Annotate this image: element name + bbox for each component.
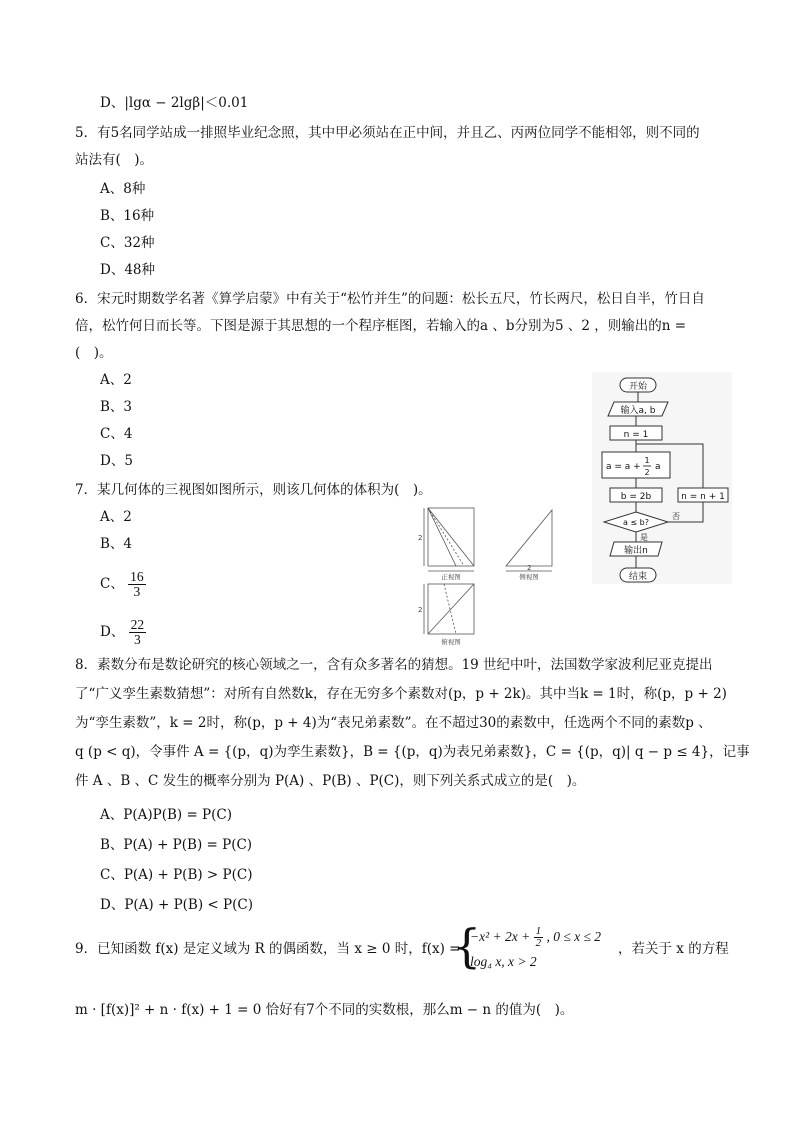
q7-option-d-num: 22	[130, 617, 145, 632]
q5-option-d: D、48种	[100, 262, 156, 278]
q9-case1-num: 1	[535, 925, 542, 938]
flow-no-label: 否	[672, 512, 680, 521]
flow-start-text: 开始	[628, 382, 648, 392]
flow-input-text: 输入a, b	[620, 406, 656, 416]
q5-option-b: B、16种	[100, 208, 155, 224]
q7-option-a: A、2	[100, 509, 132, 525]
flow-yes-label: 是	[640, 533, 648, 542]
q6-option-a: A、2	[100, 372, 132, 388]
q8-option-b: B、P(A) + P(B) = P(C)	[100, 837, 253, 853]
q9-case2: log₄ x, x > 2	[470, 954, 537, 969]
q9-case1-den: 2	[535, 937, 542, 950]
q8-option-c: C、P(A) + P(B) > P(C)	[100, 867, 253, 883]
q9-case1	[470, 926, 601, 949]
q8-stem-line5: 件 A 、B 、C 发生的概率分别为 P(A) 、P(B) 、P(C)，则下列关系式成立的是( )。	[75, 773, 586, 789]
q8-stem-line1: 8．素数分布是数论研究的核心领域之一，含有众多著名的猜想。19 世纪中叶，法国数学家波利尼亚克提出	[75, 657, 713, 673]
q9-piecewise	[452, 919, 614, 974]
front-view-dim: 2	[418, 534, 423, 542]
q5-option-a: A、8种	[100, 181, 146, 197]
q9-stem-pre: 9．已知函数 f(x) 是定义域为 R 的偶函数，当 x ≥ 0 时，f(x) =	[75, 941, 461, 957]
q7-option-d-den: 3	[134, 632, 141, 647]
q6-stem-line1: 6．宋元时期数学名著《算学启蒙》中有关于“松竹并生”的问题：松长五尺，竹长两尺，松日自半，竹日自	[75, 291, 705, 307]
q7-option-d-fraction	[129, 618, 147, 647]
flow-step-b-text: b = 2b	[620, 492, 652, 502]
side-view-triangle	[506, 510, 552, 566]
q9-case1-cond: , 0 ≤ x ≤ 2	[546, 929, 602, 944]
q9-brace: {	[452, 919, 482, 973]
top-view-dim: 2	[418, 606, 423, 614]
q9-case1-fraction	[534, 926, 544, 949]
q8-stem-line4: q (p < q)，令事件 A = {(p，q)为孪生素数}，B = {(p，q)为表兄弟素数}，C = {(p，q)| q − p ≤ 4}，记事	[75, 744, 750, 760]
flow-cond-text: a ≤ b?	[622, 518, 650, 527]
flowchart	[592, 372, 732, 584]
flow-end-text: 结束	[628, 572, 648, 582]
flow-init-text: n = 1	[623, 430, 649, 440]
q8-option-a: A、P(A)P(B) = P(C)	[100, 807, 232, 823]
front-view-label: 正视图	[441, 573, 461, 581]
q7-option-b: B、4	[100, 536, 133, 552]
q7-option-d	[100, 618, 146, 647]
q6-stem-line3: ( )。	[75, 345, 113, 361]
three-views-figure	[416, 504, 592, 648]
q7-option-c-num: 16	[130, 569, 144, 584]
q4-option-d: D、|lgα − 2lgβ|＜0.01	[100, 95, 249, 111]
q7-option-c-den: 3	[133, 584, 141, 599]
flow-step-a-num: 1	[644, 456, 650, 465]
q7-stem: 7．某几何体的三视图如图所示，则该几何体的体积为( )。	[75, 482, 432, 498]
q9-stem-post: ，若关于 x 的方程	[618, 941, 729, 957]
q6-option-c: C、4	[100, 426, 133, 442]
q5-stem-line2: 站法有( )。	[75, 152, 154, 168]
q6-option-d: D、5	[100, 453, 133, 469]
top-view-label: 俯视图	[441, 638, 461, 646]
flow-step-a-prefix: a = a +	[606, 462, 641, 472]
q8-stem-line2: 了“广义孪生素数猜想”：对所有自然数k，存在无穷多个素数对(p，p + 2k)。其中当k = 1时，称(p，p + 2)	[75, 686, 727, 702]
q6-option-b: B、3	[100, 399, 133, 415]
q8-stem-line3: 为“孪生素数”，k = 2时，称(p，p + 4)为“表兄弟素数”。在不超过30的素数中，任选两个不同的素数p 、	[75, 715, 712, 731]
q7-option-c-fraction	[128, 570, 146, 599]
q7-option-c	[100, 570, 146, 599]
q5-stem-line1: 5．有5名同学站成一排照毕业纪念照，其中甲必须站在正中间，并且乙、丙两位同学不能相邻，则不同的	[75, 125, 700, 141]
flow-step-a-suffix: a	[655, 462, 661, 472]
q9-case1-expr: −x² + 2x +	[470, 929, 531, 944]
flow-step-a-den: 2	[644, 468, 650, 477]
side-view-label: 侧视图	[519, 573, 539, 581]
q7-option-c-label: C、	[100, 576, 124, 592]
flow-output-text: 输出n	[624, 546, 648, 556]
q5-option-c: C、32种	[100, 235, 155, 251]
q6-stem-line2: 倍，松竹何日而长等。下图是源于其思想的一个程序框图，若输入的a 、b分别为5 、2 ，则输出的n =	[75, 318, 687, 334]
q8-option-d: D、P(A) + P(B) < P(C)	[100, 897, 253, 913]
flow-incr-text: n = n + 1	[681, 492, 725, 502]
q7-option-d-label: D、	[100, 624, 125, 640]
q9-stem-line2: m · [f(x)]² + n · f(x) + 1 = 0 恰好有7个不同的实数根，那么m − n 的值为( )。	[75, 1002, 574, 1018]
side-view-dim: 2	[527, 564, 532, 572]
